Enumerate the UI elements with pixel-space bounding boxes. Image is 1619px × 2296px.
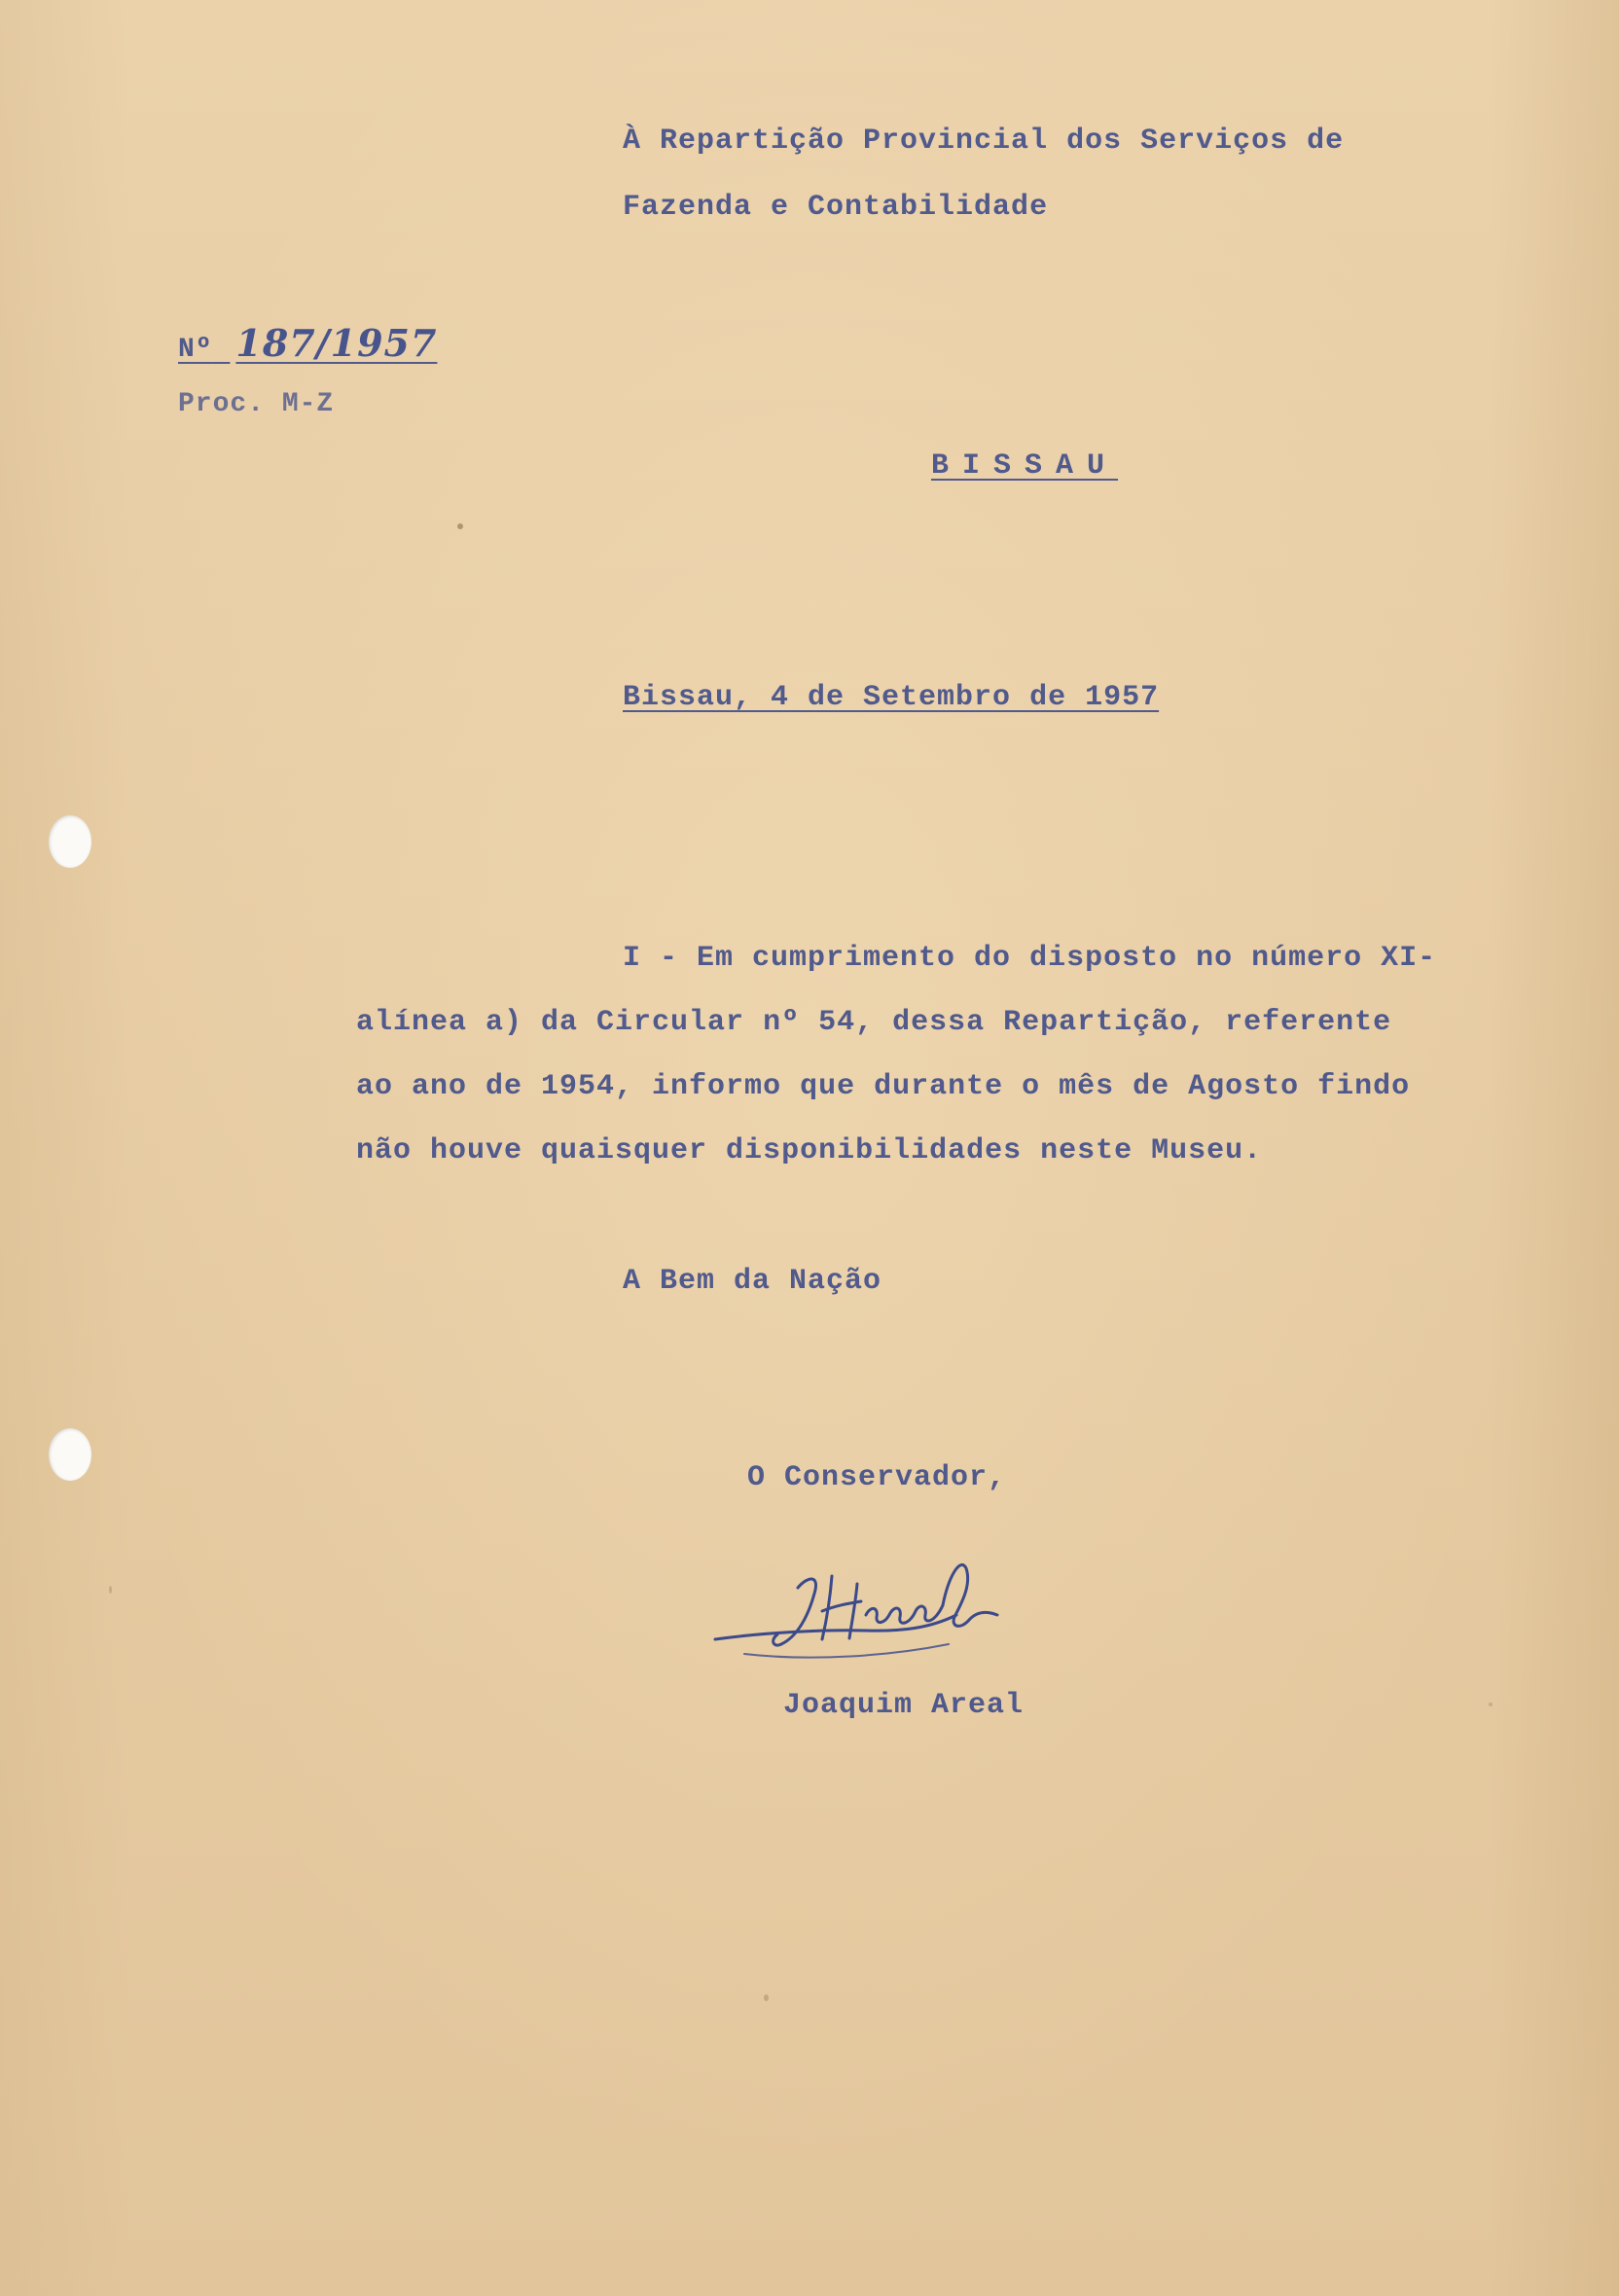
closing-salutation: A Bem da Nação [623,1265,882,1298]
body-line-4: não houve quaisquer disponibilidades neste Museu. [356,1134,1263,1167]
body-line-3: ao ano de 1954, informo que durante o mês de Agosto findo [356,1070,1411,1103]
destination-city: BISSAU [931,449,1119,483]
body-line-1: I - Em cumprimento do disposto no número XI- [623,942,1437,975]
punch-hole-top [49,815,91,868]
paper-speck [1489,1703,1493,1706]
punch-hole-bottom [49,1428,91,1481]
handwritten-signature [705,1547,1036,1673]
reference-number [178,321,437,365]
reference-number-handwritten: 187/1957 [235,321,438,365]
addressee-line-1: À Repartição Provincial dos Serviços de [623,125,1345,158]
signatory-name: Joaquim Areal [783,1689,1025,1722]
addressee-line-2: Fazenda e Contabilidade [623,191,1049,224]
reference-number-prefix: Nº [178,335,213,365]
process-reference: Proc. M-Z [178,389,335,419]
date-line: Bissau, 4 de Setembro de 1957 [623,681,1160,714]
paper-speck [457,523,463,529]
paper-speck [764,1994,769,2001]
signatory-title: O Conservador, [747,1461,1007,1494]
body-line-2: alínea a) da Circular nº 54, dessa Repartição, referente [356,1006,1392,1039]
paper-speck [109,1586,112,1594]
